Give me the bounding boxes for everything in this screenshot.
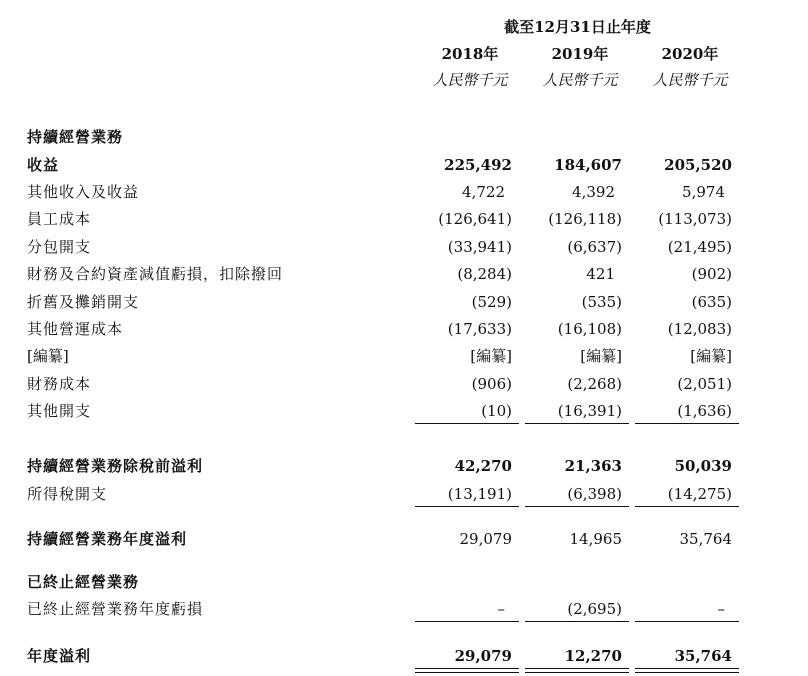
value-2018: (8,284) — [457, 265, 512, 283]
value-2019: (16,108) — [557, 320, 622, 338]
row-label: [編纂] — [27, 347, 69, 365]
value-2019: (6,637) — [567, 238, 622, 256]
value-2020: (635) — [691, 293, 732, 311]
subtotal-rule-2020 — [635, 506, 739, 507]
value-2018: (529) — [471, 293, 512, 311]
row-label: 財務成本 — [27, 375, 92, 393]
value-2018: (10) — [481, 402, 512, 420]
total-double-rule-2018 — [415, 668, 519, 673]
row-label: 其他營運成本 — [27, 320, 124, 338]
value-2018: – — [497, 600, 505, 618]
value-2020: 5,974 — [682, 183, 725, 201]
row-redacted — [0, 345, 808, 369]
row-staff-costs — [0, 208, 808, 232]
subtotal-rule-2019 — [525, 423, 629, 424]
row-other-income — [0, 181, 808, 205]
value-2019: (126,118) — [548, 210, 622, 228]
value-2019: (2,268) — [567, 375, 622, 393]
value-2018: 42,270 — [454, 457, 512, 475]
subtotal-rule-2020 — [635, 423, 739, 424]
currency-header-2020: 人民幣千元 — [652, 71, 728, 89]
row-label: 分包開支 — [27, 238, 92, 256]
value-2019: 14,965 — [569, 530, 622, 548]
row-label: 持續經營業務年度溢利 — [27, 530, 188, 548]
value-2018: (17,633) — [447, 320, 512, 338]
year-header-2019: 2019年 — [551, 45, 609, 63]
subtotal-rule-2019 — [525, 621, 629, 622]
subtotal-rule-2018 — [415, 423, 519, 424]
value-2019: (6,398) — [567, 485, 622, 503]
row-label: 年度溢利 — [27, 647, 92, 665]
currency-header-2019: 人民幣千元 — [542, 71, 618, 89]
value-2019: (2,695) — [567, 600, 622, 618]
row-label: 已終止經營業務年度虧損 — [27, 600, 204, 618]
value-2018: 4,722 — [462, 183, 505, 201]
value-2019: 21,363 — [564, 457, 622, 475]
value-2020: – — [717, 600, 725, 618]
row-label: 持續經營業務 — [27, 128, 124, 146]
value-2020: (1,636) — [677, 402, 732, 420]
value-2020: [編纂] — [690, 347, 732, 365]
value-2020: (113,073) — [658, 210, 732, 228]
currency-header-2018: 人民幣千元 — [432, 71, 508, 89]
value-2019: 421 — [586, 265, 615, 283]
value-2019: 184,607 — [554, 156, 622, 174]
row-profit-before-tax — [0, 455, 808, 479]
row-label: 折舊及攤銷開支 — [27, 293, 140, 311]
row-label: 其他收入及收益 — [27, 183, 140, 201]
year-header-2018: 2018年 — [441, 45, 499, 63]
value-2019: (16,391) — [557, 402, 622, 420]
row-label: 財務及合約資產減值虧損，扣除撥回 — [27, 265, 284, 283]
value-2018: 29,079 — [459, 530, 512, 548]
row-profit-continuing — [0, 528, 808, 552]
value-2018: (126,641) — [438, 210, 512, 228]
value-2018: [編纂] — [470, 347, 512, 365]
section-continuing-operations — [0, 126, 808, 150]
year-header-2020: 2020年 — [661, 45, 719, 63]
row-label: 員工成本 — [27, 210, 92, 228]
row-income-tax-expense — [0, 483, 808, 507]
value-2018: 29,079 — [454, 647, 512, 665]
value-2020: 35,764 — [679, 530, 732, 548]
row-loss-discontinued — [0, 598, 808, 622]
row-other-operating-costs — [0, 318, 808, 342]
value-2018: (33,941) — [447, 238, 512, 256]
row-label: 所得稅開支 — [27, 485, 108, 503]
value-2019: 4,392 — [572, 183, 615, 201]
subtotal-rule-2018 — [415, 506, 519, 507]
row-subcontracting-expenses — [0, 236, 808, 260]
row-other-expenses — [0, 400, 808, 424]
row-profit-for-year — [0, 645, 808, 669]
value-2020: 205,520 — [664, 156, 732, 174]
value-2018: (13,191) — [447, 485, 512, 503]
value-2018: (906) — [471, 375, 512, 393]
value-2018: 225,492 — [444, 156, 512, 174]
value-2020: (902) — [691, 265, 732, 283]
subtotal-rule-2020 — [635, 621, 739, 622]
value-2019: [編纂] — [580, 347, 622, 365]
row-finance-costs — [0, 373, 808, 397]
row-impairment-losses — [0, 263, 808, 287]
subtotal-rule-2019 — [525, 506, 629, 507]
row-label: 持續經營業務除稅前溢利 — [27, 457, 204, 475]
section-discontinued-operations — [0, 571, 808, 595]
row-label: 其他開支 — [27, 402, 92, 420]
row-revenue — [0, 154, 808, 178]
value-2020: (12,083) — [667, 320, 732, 338]
total-double-rule-2020 — [635, 668, 739, 673]
subtotal-rule-2018 — [415, 621, 519, 622]
value-2020: (2,051) — [677, 375, 732, 393]
value-2020: 50,039 — [674, 457, 732, 475]
period-header: 截至12月31日止年度 — [504, 18, 651, 36]
total-double-rule-2019 — [525, 668, 629, 673]
value-2020: (21,495) — [667, 238, 732, 256]
value-2019: (535) — [581, 293, 622, 311]
row-label: 收益 — [27, 156, 60, 174]
value-2020: 35,764 — [674, 647, 732, 665]
row-depreciation-amortisation — [0, 291, 808, 315]
value-2019: 12,270 — [564, 647, 622, 665]
row-label: 已終止經營業務 — [27, 573, 140, 591]
value-2020: (14,275) — [667, 485, 732, 503]
